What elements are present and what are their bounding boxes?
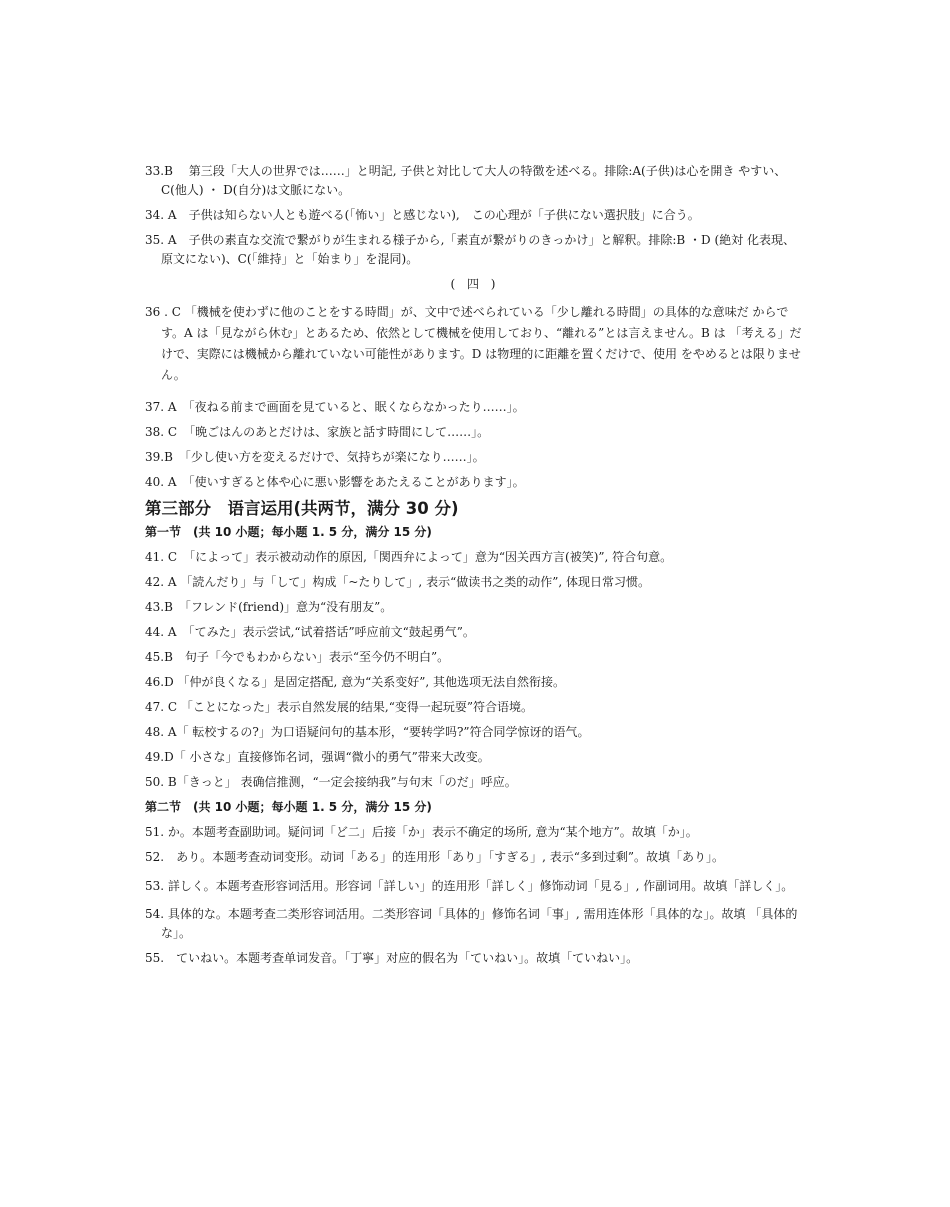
answer-51: 51. か。本题考查副助词。疑问词「ど二」后接「か」表示不确定的场所, 意为“某个地方”。故填「か」。: [145, 825, 698, 839]
part-three-heading: 第三部分 语言运用(共两节，满分 30 分): [145, 499, 459, 518]
answer-43: 43.B 「フレンド(friend)」意为“没有朋友”。: [145, 600, 393, 614]
answer-49: 49.D「 小さな」直接修饰名词，强调“微小的勇气”带来大改变。: [145, 750, 490, 764]
answer-37: 37. A 「夜ねる前まで画面を見ていると、眠くならなかったり……」。: [145, 400, 525, 414]
answer-38: 38. C 「晩ごはんのあとだけは、家族と話す時間にして……」。: [145, 425, 490, 439]
answer-key-content: [145, 162, 805, 974]
answer-47: 47. C 「ことになった」表示自然发展的结果,“变得一起玩耍”符合语境。: [145, 700, 533, 714]
answer-42: 42. A 「読んだり」与「して」构成「~たりして」, 表示“做读书之类的动作”, 体现日常习惯。: [145, 575, 650, 589]
answer-34: 34. A 子供は知らない人とも遊べる(「怖い」と感じない), この心理が「子供にない選択肢」に合う。: [145, 208, 700, 222]
section-four-marker: ( 四 ): [450, 277, 500, 291]
answer-41: 41. C 「によって」表示被动动作的原因,「関西弁によって」意为“因关西方言(被笑)”, 符合句意。: [145, 550, 673, 564]
answer-45: 45.B 句子「今でもわからない」表示“至今仍不明白”。: [145, 650, 450, 664]
answer-35: 35. A 子供の素直な交流で繋がりが生まれる様子から,「素直が繋がりのきっかけ」と解釈。排除:B ・D (絶対 化表現、原文にない)、C(「維持」と「始まり」を混同)。: [145, 233, 795, 266]
answer-54: 54. 具体的な。本题考查二类形容词活用。二类形容词「具体的」修饰名词「事」, 需用连体形「具体的な」。故填 「具体的な」。: [145, 907, 798, 940]
answer-52: 52. あり。本题考查动词变形。动词「ある」的连用形「あり」「すぎる」, 表示“多到过剩”。故填「あり」。: [145, 850, 724, 864]
answer-46: 46.D 「仲が良くなる」是固定搭配, 意为“关系变好”, 其他选项无法自然衔接。: [145, 675, 566, 689]
answer-33: 33.B 第三段「大人の世界では……」と明記, 子供と対比して大人の特徴を述べる。排除:A(子供)は心を開き やすい、C(他人) ・ D(自分)は文脈にない。: [145, 164, 787, 197]
answer-53: 53. 詳しく。本题考查形容词活用。形容词「詳しい」的连用形「詳しく」修饰动词「見る」, 作副词用。故填「詳しく」。: [145, 879, 794, 893]
answer-40: 40. A 「使いすぎると体や心に悪い影響をあたえることがあります」。: [145, 475, 525, 489]
answer-44: 44. A 「てみた」表示尝试,“试着搭话”呼应前文“鼓起勇气”。: [145, 625, 475, 639]
answer-50: 50. B「きっと」 表确信推测，“一定会接纳我”与句末「のだ」呼应。: [145, 775, 517, 789]
section-one-heading: 第一节 (共 10 小题；每小题 1. 5 分，满分 15 分): [145, 525, 432, 539]
answer-39: 39.B 「少し使い方を変えるだけで、気持ちが楽になり……」。: [145, 450, 485, 464]
answer-48: 48. A「 転校するの?」为口语疑问句的基本形，“要转学吗?”符合同学惊讶的语气。: [145, 725, 590, 739]
answer-36: 36 . C 「機械を使わずに他のことをする時間」が、文中で述べられている「少し離れる時間」の具体的な意味だ からです。A は「見ながら休む」とあるため、依然として機械を使用しており、“離れる”とは言えません。B は 「考える」だけで、実際には機械から離れていない可能性があります。D は物理的に距離を置くだけで、使用 をやめるとは限りません。: [145, 305, 802, 382]
answer-55: 55. ていねい。本题考查单词发音。「丁寧」对应的假名为「ていねい」。故填「ていねい」。: [145, 951, 639, 965]
section-two-heading: 第二节 (共 10 小题；每小题 1. 5 分，满分 15 分): [145, 800, 432, 814]
